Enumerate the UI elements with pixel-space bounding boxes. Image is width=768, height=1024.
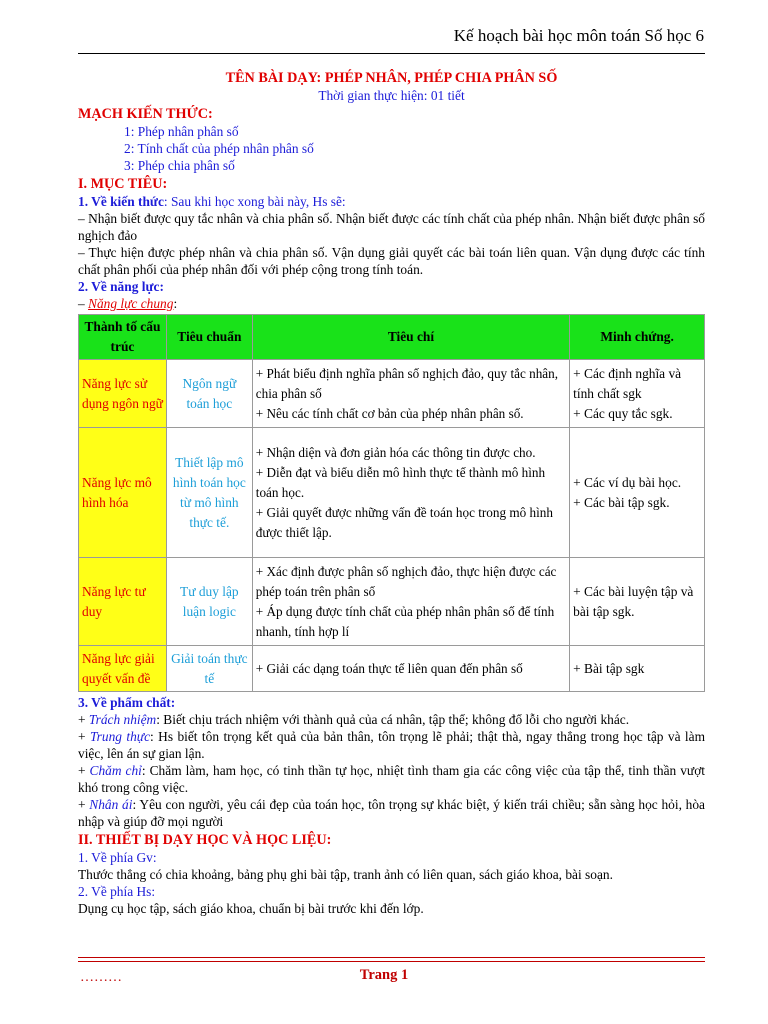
quality-text: : Hs biết tôn trọng kết quả của bản thân, tôn trọng lẽ phải; thật thà, ngay thẳng trong học tập và làm việc, lên án sự gian lận. — [78, 729, 706, 761]
lesson-duration: Thời gian thực hiện: 01 tiết — [318, 88, 465, 103]
table-row — [79, 646, 705, 692]
table-header-row — [79, 315, 705, 360]
running-header: Kế hoạch bài học môn toán Số học 6 — [453, 26, 704, 45]
page-number: Trang 1 — [359, 967, 409, 983]
quality-item: + Nhân ái: Yêu con người, yêu cái đẹp của toán học, tôn trọng sự khác biệt, ý kiến trái chiều; sẵn sàng học hỏi, hòa nhập và giúp đỡ mọi người — [78, 797, 706, 829]
component-cell: Năng lực tư duy — [79, 558, 167, 646]
equipment-heading: II. THIẾT BỊ DẠY HỌC VÀ HỌC LIỆU: — [78, 832, 332, 848]
evidence-cell: + Các bài luyện tập và bài tập sgk. — [570, 558, 705, 646]
quality-text: : Yêu con người, yêu cái đẹp của toán học, tôn trọng sự khác biệt, ý kiến trái chiều; sẵn sàng học hỏi, hòa nhập và giúp đỡ mọi người — [78, 797, 706, 829]
knowledge-item: 1: Phép nhân phân số — [124, 124, 239, 139]
quality-label: Chăm chỉ — [89, 763, 142, 778]
component-cell: Năng lực sử dụng ngôn ngữ — [79, 360, 167, 428]
knowledge-intro: : Sau khi học xong bài này, Hs sẽ: — [163, 194, 346, 209]
objectives-heading: I. MỤC TIÊU: — [78, 176, 168, 192]
criteria-cell: + Giải các dạng toán thực tế liên quan đến phân số — [252, 646, 569, 692]
general-competence-prefix: – — [78, 296, 89, 311]
table-row — [79, 558, 705, 646]
qualities-heading: 3. Về phẩm chất: — [78, 695, 176, 710]
knowledge-item: 3: Phép chia phân số — [124, 158, 235, 173]
teacher-side-text: Thước thẳng có chia khoảng, bảng phụ ghi bài tập, tranh ảnh có liên quan, sách giáo khoa, bài soạn. — [78, 867, 613, 882]
criteria-cell: + Phát biểu định nghĩa phân số nghịch đảo, quy tắc nhân, chia phân số + Nêu các tính chất cơ bản của phép nhân phân số. — [252, 360, 569, 428]
footer-dots: ……… — [80, 970, 122, 985]
standard-cell: Tư duy lập luận logic — [166, 558, 252, 646]
knowledge-heading-line — [78, 193, 705, 210]
standard-cell: Ngôn ngữ toán học — [166, 360, 252, 428]
knowledge-outline-heading: MẠCH KIẾN THỨC: — [78, 106, 213, 122]
teacher-side-label: 1. Về phía Gv: — [78, 850, 157, 865]
document-body — [78, 70, 705, 917]
student-side-label: 2. Về phía Hs: — [78, 884, 156, 899]
general-competence-line — [78, 295, 705, 312]
table-header-cell: Thành tố cấu trúc — [79, 315, 167, 360]
quality-item: + Chăm chỉ: Chăm làm, ham học, có tinh thần tự học, nhiệt tình tham gia các công việc của tập thể, tinh thần vượt khó trong công việc. — [78, 763, 705, 795]
quality-label: Nhân ái — [89, 797, 133, 812]
quality-item: + Trung thực: Hs biết tôn trọng kết quả của bản thân, tôn trọng lẽ phải; thật thà, ngay thẳng trong học tập và làm việc, lên án sự gian lận. — [78, 729, 706, 761]
general-competence-label: Năng lực chung — [88, 296, 174, 311]
header-rule — [78, 53, 705, 54]
evidence-cell: + Các định nghĩa và tính chất sgk + Các quy tắc sgk. — [570, 360, 705, 428]
student-side-text: Dụng cụ học tập, sách giáo khoa, chuẩn bị bài trước khi đến lớp. — [78, 901, 424, 916]
component-cell: Năng lực mô hình hóa — [79, 428, 167, 558]
lesson-title: TÊN BÀI DẠY: PHÉP NHÂN, PHÉP CHIA PHÂN SỐ — [225, 70, 558, 86]
footer-rule — [78, 961, 705, 962]
quality-text: : Biết chịu trách nhiệm với thành quả của cá nhân, tập thể; không đổ lỗi cho người khác. — [156, 712, 630, 727]
quality-item: + Trách nhiệm: Biết chịu trách nhiệm với thành quả của cá nhân, tập thể; không đổ lỗi cho người khác. — [78, 712, 630, 727]
table-header-cell: Tiêu chí — [252, 315, 569, 360]
table-header-cell: Tiêu chuẩn — [166, 315, 252, 360]
general-competence-suffix: : — [173, 296, 178, 311]
knowledge-item: 2: Tính chất của phép nhân phân số — [124, 141, 314, 156]
table-row — [79, 428, 705, 558]
competence-table — [78, 314, 705, 692]
standard-cell: Thiết lập mô hình toán học từ mô hình thực tế. — [166, 428, 252, 558]
evidence-cell: + Các ví dụ bài học. + Các bài tập sgk. — [570, 428, 705, 558]
quality-label: Trung thực — [89, 729, 151, 744]
quality-text: : Chăm làm, ham học, có tinh thần tự học, nhiệt tình tham gia các công việc của tập thể, tinh thần vượt khó trong công việc. — [78, 763, 705, 795]
knowledge-heading: 1. Về kiến thức — [78, 194, 164, 209]
criteria-cell: + Nhận diện và đơn giản hóa các thông tin được cho. + Diễn đạt và biểu diễn mô hình thực tế thành mô hình toán học. + Giải quyết được những vấn đề toán học trong mô hình được thiết lập. — [252, 428, 569, 558]
knowledge-line: – Thực hiện được phép nhân và chia phân số. Vận dụng giải quyết các bài toán liên quan. Vận dụng được các tính chất phân phối của phép nhân đối với phép cộng trong tính toán. — [78, 245, 705, 277]
knowledge-line: – Nhận biết được quy tắc nhân và chia phân số. Nhận biết được các tính chất của phép nhân. Nhận biết được phân số nghịch đảo — [78, 211, 705, 243]
footer-rule — [78, 957, 705, 958]
competence-heading: 2. Về năng lực: — [78, 279, 164, 294]
table-header-cell: Minh chứng. — [570, 315, 705, 360]
evidence-cell: + Bài tập sgk — [570, 646, 705, 692]
criteria-cell: + Xác định được phân số nghịch đảo, thực hiện được các phép toán trên phân số + Áp dụng được tính chất của phép nhân phân số để tính nhanh, tính hợp lí — [252, 558, 569, 646]
quality-label: Trách nhiệm — [88, 712, 157, 727]
table-row — [79, 360, 705, 428]
component-cell: Năng lực giải quyết vấn đề — [79, 646, 167, 692]
standard-cell: Giải toán thực tế — [166, 646, 252, 692]
